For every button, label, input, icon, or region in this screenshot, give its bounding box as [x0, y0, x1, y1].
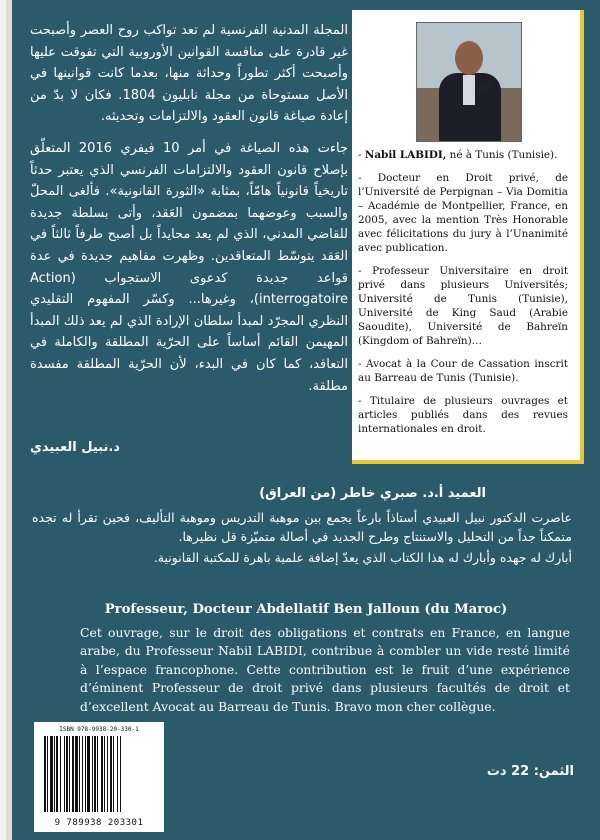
testimonial-arabic — [32, 508, 572, 569]
testimonial-title-arabic: العميد أ.د. صبري خاطر (من العراق) — [259, 486, 486, 501]
arabic-paragraph-1: المجلة المدنية الفرنسية لم تعد تواكب روح العصر وأصبحت غير قادرة على منافسة القوانين الأوروبية التي تفوقت عليها وأصبحت أكثر تطوراً وحداثة منها، بعدما كانت قوانينها في الأصل مستوحاة من مجلة نابليون 1804. فكان لا بدّ من إعادة صياغة قانون العقود والالتزامات وتحديثه. — [30, 23, 348, 125]
testimonial-paragraph: أبارك له جهده وأبارك له هذا الكتاب الذي يعدّ إضافة علمية باهرة للمكتبة القانونية. — [153, 550, 572, 565]
barcode-number: 9 789938 203301 — [54, 818, 144, 828]
back-cover — [6, 0, 600, 840]
testimonial-paragraph: عاصرت الدكتور نبيل العبيدي أستاذاً بارعاً يجمع بين موهبة التدريس وموهبة التأليف، فحين تقرأ له تجده متمكناً جداً من التحليل والاستنتاج وطرح الجديد في أصالة متميّزة قل نظيرها. — [32, 510, 572, 544]
barcode-bars — [42, 736, 156, 812]
author-name-entry: - Nabil LABIDI, né à Tunis (Tunisie). — [358, 149, 558, 161]
arabic-column — [30, 20, 348, 407]
bio-entry: - Avocat à la Cour de Cassation inscrit au Barreau de Tunis (Tunisie). — [358, 358, 568, 384]
author-birthplace: né à Tunis (Tunisie). — [446, 149, 558, 161]
author-box — [352, 10, 584, 464]
arabic-paragraph-2: جاءت هذه الصياغة في أمر 10 فيفري 2016 المتعلّق بإصلاح قانون العقود والالتزامات الفرنسي الذي يعتبر حدثاً تاريخياً قانونياً هامّاً، بمثابة «الثورة القانونية». فألغى المحلّ والسبب وعوضهما بمضمون العَقد، وأتى بسلطة جديدة للقاضي المدني، الذي لم يعد محايداً بل أصبح طرفاً ثالثاً في العَقد يتوسّط المتعاقدين. وظهرت مفاهيم جديدة في عدة قواعد جديدة كدعوى الاستجواب (Action interrogatoire)، وغيرها... وكسّر المفهوم التقليدي النظري المجرّد لمبدأ سلطان الإرادة الذي لم يعد ذلك المبدأ المهيمن القائم أساساً على الحرّية المطلقة والكاملة في التعاقد، كما كان في البدء، لأن الحرّية المطلقة مفسدة مطلقة. — [30, 140, 349, 394]
bio-entry: - Docteur en Droit privé, de l’Université de Perpignan – Via Domitia – Académie de Montpellier, France, en 2005, avec la mention Très Honorable avec félicitations du jury à l’Unanimité avec publication. — [358, 172, 568, 254]
arabic-signature: د.نبيل العبيدي — [30, 440, 120, 455]
testimonial-title-french: Professeur, Docteur Abdellatif Ben Jalloun (du Maroc) — [104, 602, 508, 617]
isbn-label: ISBN 978-9938-20-330-1 — [59, 726, 139, 733]
author-photo — [416, 22, 522, 142]
bio-entry: - Professeur Universitaire en droit privé dans plusieurs Universités; Université de Tunis (Tunisie), Université de King Saud (Arabie Saoudite), Université de Bahreïn (Kingdom of Bahreïn)… — [358, 265, 568, 347]
price: الثمن: 22 دت — [486, 764, 574, 779]
author-name: Nabil LABIDI, — [364, 149, 447, 161]
isbn-barcode — [34, 722, 164, 832]
author-bio — [358, 148, 568, 445]
testimonial-french: Cet ouvrage, sur le droit des obligations et contrats en France, en langue arabe, du Professeur Nabil LABIDI, contribue à combler un vide resté limité à l’espace francophone. Cette contribution est le fruit d’une expérience d’éminent Professeur de droit privé dans plusieurs facultés de droit et d’excellent Avocat au Barreau de Tunis. Bravo mon cher collègue. — [80, 625, 570, 714]
bio-entry: - Titulaire de plusieurs ouvrages et articles publiés dans des revues internationales en droit. — [358, 395, 568, 435]
